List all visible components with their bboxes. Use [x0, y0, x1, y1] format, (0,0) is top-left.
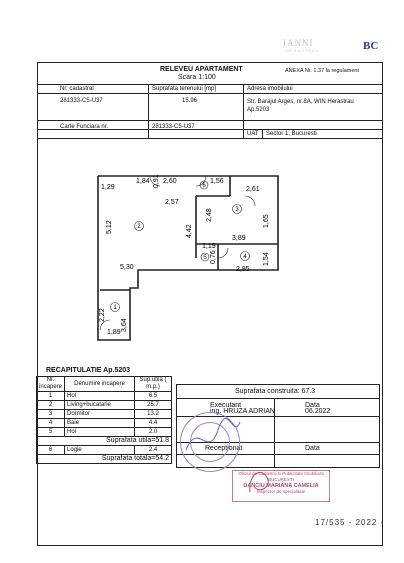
recap-header-nr: Nr. incapere — [37, 377, 65, 392]
recap-header-area: Sup.utila ( m.p.) — [135, 377, 172, 392]
plan-dimension: 5,30 — [120, 264, 134, 271]
table-cell: Baie — [65, 419, 135, 428]
table-cell: 6.5 — [135, 392, 172, 401]
table-cell: 2.0 — [135, 428, 172, 437]
room-number: 3 — [235, 207, 239, 213]
uat-label: UAT — [247, 131, 259, 137]
plan-dimension: 2,60 — [163, 178, 177, 185]
table-cell: Hol — [65, 392, 135, 401]
room-number: 1 — [113, 305, 117, 311]
land-area-value: 15.96 — [182, 98, 198, 104]
plan-dimension: 1,29 — [101, 184, 115, 191]
cadastral-value: 281333-C5-U37 — [60, 98, 103, 104]
plan-dimension: 1,19 — [202, 243, 216, 250]
office-stamp-line: BUCURESTI — [267, 477, 294, 482]
annex-reference: ANEXA Nr. 1.37 la regulament — [285, 68, 359, 74]
recap-title: RECAPITULATIE Ap.5203 — [46, 367, 131, 374]
built-area: Suprafata construita: 67.3 — [235, 388, 316, 395]
plan-dimension: 1,56 — [210, 178, 224, 185]
executor-signature — [178, 410, 248, 470]
table-cell: Living+bucatarie — [65, 401, 135, 410]
grand-total: Suprafata totala=54.2 — [37, 455, 172, 464]
table-row — [37, 446, 172, 455]
table-cell: 1 — [37, 392, 65, 401]
plan-dimension: 2,61 — [246, 186, 260, 193]
uat-value: Sector 1, Bucuresti — [266, 131, 317, 137]
executor-date-label: Data — [305, 402, 320, 409]
executor-name: ing. HRUZA ADRIAN — [210, 408, 275, 415]
table-cell: 2.4 — [135, 446, 172, 455]
address-label: Adresa imobilului — [247, 86, 293, 92]
cadastral-label: Nr. cadastral — [60, 86, 94, 92]
recap-header-name: Denumire incapere — [65, 377, 135, 392]
room-number: 6 — [202, 183, 206, 189]
plan-outer-wall — [98, 176, 278, 340]
plan-dimension: 4,42 — [186, 224, 193, 238]
plan-dimension: 0,76 — [210, 250, 217, 264]
usable-total: Suprafata utila=51.8 — [37, 437, 172, 446]
plan-dimension: 2,22 — [99, 308, 106, 322]
table-cell: 4 — [37, 419, 65, 428]
reception-label: Receptionat — [205, 445, 243, 452]
table-cell: 5 — [37, 428, 65, 437]
table-row — [37, 401, 172, 410]
registration-number: 17/535 - 2022 - — [315, 518, 385, 527]
plan-dimension: 1,54 — [263, 252, 270, 266]
table-row — [37, 455, 172, 464]
land-area-label: Suprafata terenului [mp] — [152, 86, 217, 92]
room-number: 4 — [243, 254, 247, 260]
table-cell: Hol — [65, 428, 135, 437]
room-number: 5 — [203, 255, 207, 261]
door-swing — [245, 196, 255, 206]
table-cell: 6 — [37, 446, 65, 455]
address-line2: Ap.5203 — [247, 107, 270, 113]
address-line1: Str. Barajul Arges, nr.8A, WIN Herastrau — [247, 99, 354, 105]
table-row — [37, 419, 172, 428]
plan-dimension: 2,57 — [165, 199, 179, 206]
plan-dimension: 1,84 — [136, 178, 150, 185]
developer-logo: IANNI — [283, 38, 314, 48]
table-row — [37, 392, 172, 401]
table-cell: 2 — [37, 401, 65, 410]
reception-date-label: Data — [305, 445, 320, 452]
brand-logo: BC — [363, 40, 379, 52]
plan-dimension: 3,64 — [121, 318, 128, 332]
recap-table — [36, 376, 172, 464]
executor-label: Executant — [210, 402, 242, 409]
office-signature — [240, 462, 280, 502]
plan-dimension: 2,48 — [206, 208, 213, 222]
office-stamp-line: Oficiul de Cadastru si Publicitate Imobiliara — [238, 471, 324, 476]
table-cell: 25.7 — [135, 401, 172, 410]
table-cell: 13.2 — [135, 410, 172, 419]
table-cell: 4.4 — [135, 419, 172, 428]
office-stamp-line: Inspector de specialitate — [256, 489, 306, 494]
table-cell: Logie — [65, 446, 135, 455]
table-row — [37, 410, 172, 419]
plan-dimension: 3,89 — [232, 235, 246, 242]
executor-date: 06.2022 — [305, 408, 331, 415]
developer-logo-sub: HERASTRAU — [286, 48, 320, 53]
table-row — [37, 437, 172, 446]
document-title: RELEVEU APARTAMENT — [160, 66, 243, 73]
land-book-value: 281333-C5-U37 — [152, 124, 195, 130]
room-number: 2 — [137, 224, 141, 230]
table-cell: 3 — [37, 410, 65, 419]
plan-dimension: 5,12 — [106, 220, 113, 234]
land-book-label: Carte Funciara nr. — [60, 124, 109, 130]
document-scale: Scara 1:100 — [178, 74, 216, 81]
plan-dimension: 1,65 — [263, 214, 270, 228]
plan-dimension: 0,91 — [153, 174, 160, 188]
table-row — [37, 428, 172, 437]
door-swing — [218, 248, 228, 258]
plan-dimension: 2,85 — [236, 266, 250, 273]
office-stamp-line: DANCIU MARIANA CAMELIA — [243, 483, 319, 489]
table-cell: Dormitor — [65, 410, 135, 419]
plan-dimension: 1,89 — [107, 329, 121, 336]
